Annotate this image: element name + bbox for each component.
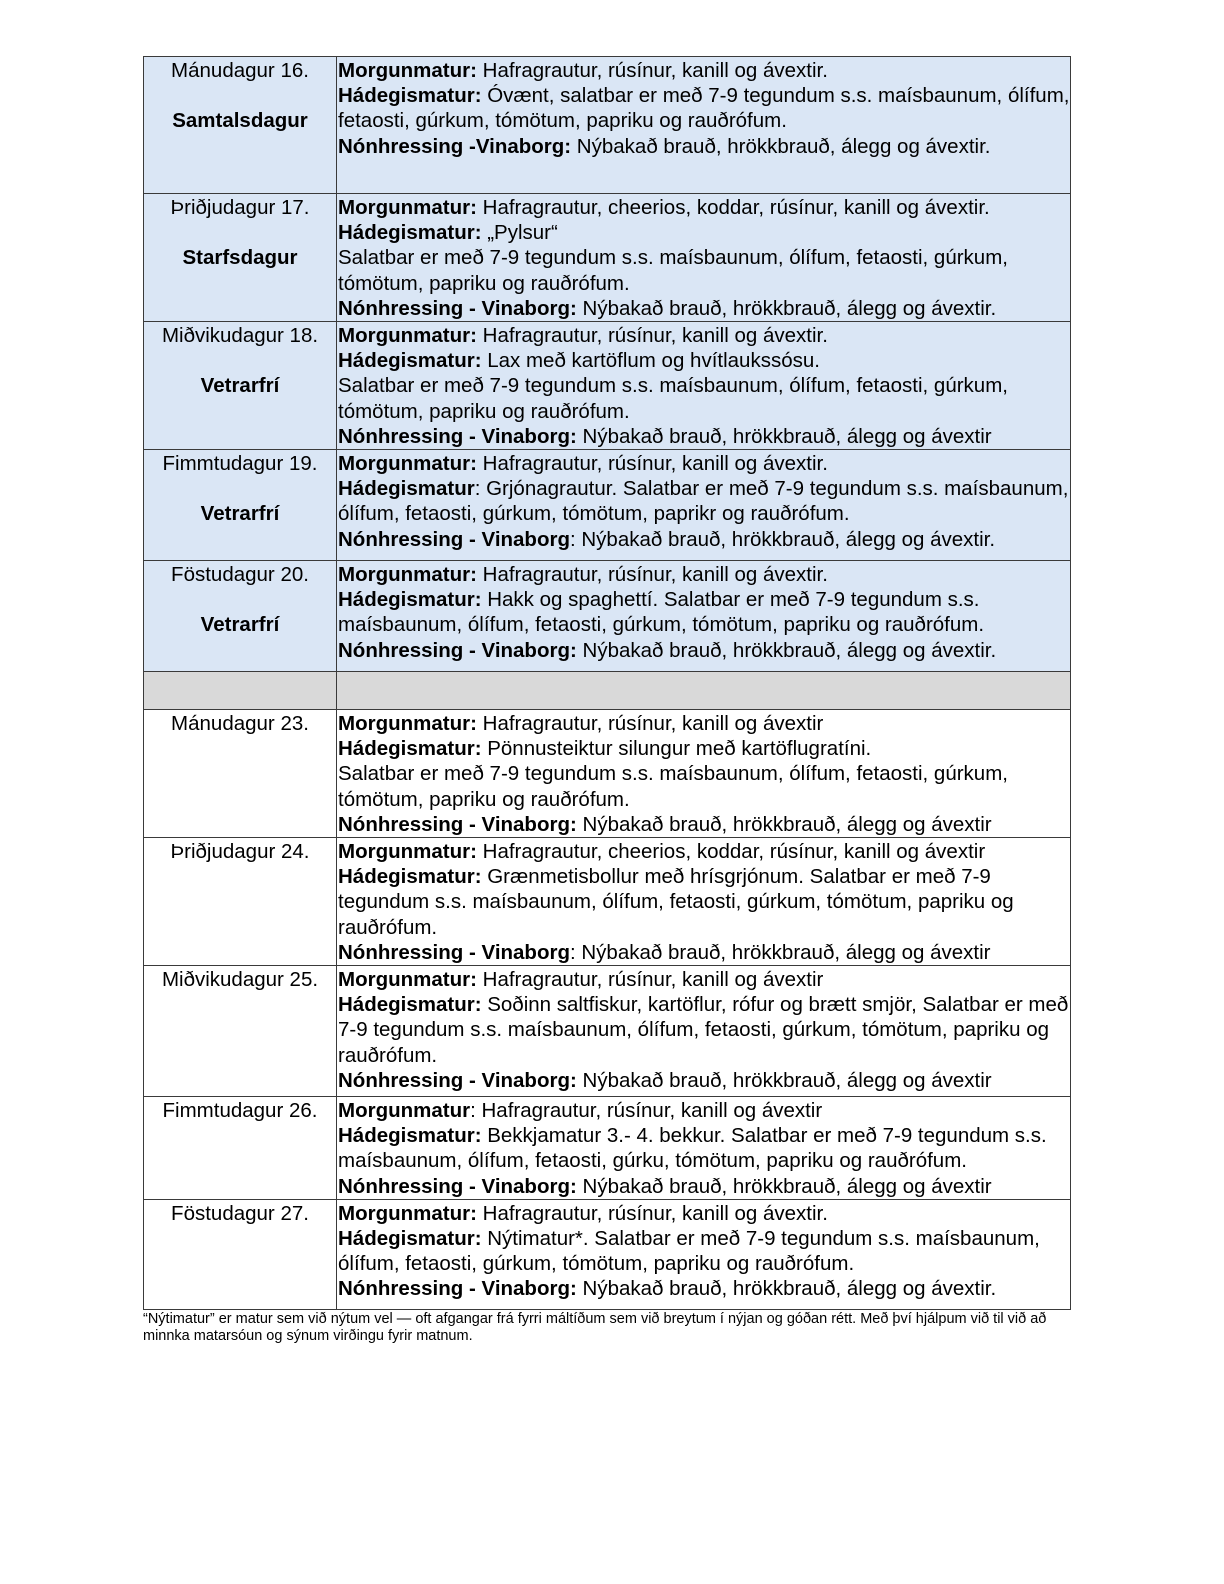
- meal-label: Morgunmatur:: [338, 196, 477, 219]
- meals-cell: [337, 672, 1071, 710]
- day-name: Miðvikudagur 18.: [161, 324, 319, 348]
- meal-label: Morgunmatur:: [338, 563, 477, 587]
- meal-line: [338, 940, 1070, 965]
- meal-text: Nýtimatur*. Salatbar er með 7-9 tegundum s.s. maísbaunum, ólífum, fetaosti, gúrkum, tómötum, papriku og rauðrófum.: [338, 1227, 1040, 1276]
- meal-text: Nýbakað brauð, hrökkbrauð, álegg og ávextir: [576, 1068, 992, 1092]
- menu-row: [144, 322, 1071, 450]
- menu-row: [144, 561, 1071, 672]
- meal-text: Hafragrautur, rúsínur, kanill og ávextir.: [476, 59, 828, 82]
- meal-text: Hafragrautur, rúsínur, kanill og ávextir.: [476, 563, 828, 587]
- meal-text: Nýbakað brauð, hrökkbrauð, álegg og ávextir.: [576, 296, 997, 320]
- menu-row: [144, 450, 1071, 561]
- meal-text: Hafragrautur, rúsínur, kanill og ávextir.: [476, 452, 828, 476]
- menu-row: [144, 672, 1071, 710]
- meal-line: [338, 296, 1070, 321]
- meal-text: Lax með kartöflum og hvítlaukssósu.: [481, 349, 820, 373]
- day-name: Mánudagur 16.: [171, 59, 309, 82]
- meal-label: Nónhressing - Vinaborg:: [338, 638, 577, 662]
- meal-line: [338, 864, 1070, 940]
- meal-text: Hafragrautur, cheerios, koddar, rúsínur, kanill og ávextir.: [476, 196, 990, 219]
- day-name: Fimmtudagur 26.: [162, 1099, 318, 1123]
- day-cell: [144, 194, 337, 322]
- meals-cell: [337, 710, 1071, 838]
- day-cell: [144, 838, 337, 966]
- meal-label: Morgunmatur:: [338, 59, 477, 82]
- menu-table-body: [144, 57, 1071, 1310]
- meal-line: [338, 992, 1070, 1068]
- day-cell: [144, 966, 337, 1097]
- day-note: Vetrarfrí: [200, 502, 280, 526]
- menu-row: [144, 1199, 1071, 1309]
- day-cell: [144, 450, 337, 561]
- meal-text: Bekkjamatur 3.- 4. bekkur. Salatbar er með 7-9 tegundum s.s. maísbaunum, ólífum, fetaosti, gúrku, tómötum, papriku og rauðrófum.: [338, 1124, 1047, 1173]
- meal-label: Morgunmatur:: [338, 840, 477, 864]
- meal-label: Hádegismatur:: [338, 84, 482, 108]
- meal-line: [338, 587, 1070, 637]
- meals-cell: [337, 966, 1071, 1097]
- meal-line: [338, 1068, 1070, 1093]
- meal-label: Nónhressing - Vinaborg:: [338, 1277, 577, 1301]
- meal-line: [338, 1174, 1070, 1199]
- meals-cell: [337, 838, 1071, 966]
- menu-row: [144, 1097, 1071, 1200]
- day-cell: [144, 710, 337, 838]
- meal-line: [338, 562, 1070, 587]
- meal-text: : Grjónagrautur. Salatbar er með 7-9 tegundum s.s. maísbaunum, ólífum, fetaosti, gúrkum, tómötum, paprikr og rauðrófum.: [338, 477, 1069, 526]
- meal-line: [338, 761, 1070, 811]
- meal-line: [338, 1098, 1070, 1123]
- day-cell: [144, 672, 337, 710]
- meal-line: [338, 451, 1070, 476]
- meal-line: [338, 736, 1070, 761]
- meal-text: : Hafragrautur, rúsínur, kanill og ávextir: [470, 1099, 823, 1123]
- meals-cell: [337, 322, 1071, 450]
- meal-label: Hádegismatur:: [338, 1227, 482, 1251]
- meal-label: Morgunmatur:: [338, 712, 477, 736]
- meal-label: Nónhressing - Vinaborg: [338, 940, 570, 964]
- meal-label: Nónhressing - Vinaborg:: [338, 1068, 577, 1092]
- meal-line: [338, 373, 1070, 423]
- meal-line: [338, 424, 1070, 449]
- day-name: Þriðjudagur 24.: [170, 840, 310, 864]
- meal-label: Morgunmatur:: [338, 452, 477, 476]
- weekly-menu-table: [143, 56, 1071, 1310]
- meal-line: [338, 967, 1070, 992]
- meal-line: [338, 839, 1070, 864]
- meal-line: [338, 711, 1070, 736]
- meal-label: Hádegismatur:: [338, 865, 482, 889]
- meal-line: [338, 1276, 1070, 1301]
- meal-line: [338, 638, 1070, 663]
- meal-label: Hádegismatur:: [338, 1124, 482, 1148]
- meal-text: Salatbar er með 7-9 tegundum s.s. maísbaunum, ólífum, fetaosti, gúrkum, tómötum, papriku og rauðrófum.: [338, 762, 1008, 811]
- meal-label: Hádegismatur:: [338, 349, 482, 373]
- day-cell: [144, 561, 337, 672]
- meal-text: Nýbakað brauð, hrökkbrauð, álegg og ávextir: [576, 812, 992, 836]
- meal-text: Grænmetisbollur með hrísgrjónum. Salatbar er með 7-9 tegundum s.s. maísbaunum, ólífum, fetaosti, gúrkum, tómötum, papriku og rauðrófum.: [338, 865, 1014, 939]
- meal-label: Morgunmatur:: [338, 1201, 477, 1225]
- meals-cell: [337, 57, 1071, 194]
- day-name: Miðvikudagur 25.: [161, 968, 319, 992]
- meal-label: Nónhressing - Vinaborg:: [338, 424, 577, 448]
- meal-line: [338, 58, 1070, 83]
- meal-text: Nýbakað brauð, hrökkbrauð, álegg og ávextir: [576, 424, 992, 448]
- meal-text: Hafragrautur, rúsínur, kanill og ávextir.: [476, 324, 828, 348]
- meal-text: Soðinn saltfiskur, kartöflur, rófur og brætt smjör, Salatbar er með 7-9 tegundum s.s. maísbaunum, ólífum, fetaosti, gúrkum, tómötum, papriku og rauðrófum.: [338, 993, 1069, 1067]
- meal-line: [338, 1226, 1070, 1276]
- meal-line: [338, 476, 1070, 526]
- meal-text: Hafragrautur, rúsínur, kanill og ávextir: [476, 712, 824, 736]
- meal-line: [338, 134, 1070, 159]
- day-name: Föstudagur 20.: [171, 563, 309, 587]
- meal-text: : Nýbakað brauð, hrökkbrauð, álegg og ávextir.: [569, 527, 996, 551]
- meal-label: Nónhressing - Vinaborg: [338, 527, 570, 551]
- meal-label: Morgunmatur:: [338, 324, 477, 348]
- meal-label: Hádegismatur:: [338, 993, 482, 1017]
- meal-line: [338, 1123, 1070, 1173]
- day-name: Fimmtudagur 19.: [162, 452, 318, 476]
- meal-line: [338, 83, 1070, 133]
- meal-text: Nýbakað brauð, hrökkbrauð, álegg og ávextir: [576, 1174, 992, 1198]
- meal-text: Pönnusteiktur silungur með kartöflugratíni.: [481, 737, 872, 761]
- meal-line: [338, 245, 1070, 295]
- day-note: Vetrarfrí: [200, 374, 280, 398]
- meal-label: Hádegismatur: [338, 477, 475, 501]
- meal-line: [338, 812, 1070, 837]
- meal-line: [338, 348, 1070, 373]
- meal-line: [338, 195, 1070, 220]
- day-name: Föstudagur 27.: [171, 1201, 309, 1225]
- meals-cell: [337, 1097, 1071, 1200]
- meal-text: „Pylsur“: [481, 221, 558, 245]
- meal-label: Hádegismatur:: [338, 588, 482, 612]
- day-cell: [144, 1097, 337, 1200]
- meals-cell: [337, 194, 1071, 322]
- day-cell: [144, 322, 337, 450]
- meal-label: Hádegismatur:: [338, 737, 482, 761]
- meal-label: Morgunmatur: [338, 1099, 471, 1123]
- day-note: Vetrarfrí: [200, 613, 280, 637]
- meal-line: [338, 527, 1070, 552]
- menu-page: [143, 56, 1071, 1345]
- day-note: Starfsdagur: [182, 246, 298, 270]
- menu-row: [144, 966, 1071, 1097]
- footnote: “Nýtimatur” er matur sem við nýtum vel — oft afgangar frá fyrri máltíðum sem við breytum í nýjan og góðan rétt. Með því hjálpum við til við að minnka matarsóun og sýnum virðingu fyrir matnum.: [143, 1310, 1047, 1344]
- meal-text: Hafragrautur, cheerios, koddar, rúsínur, kanill og ávextir: [476, 840, 986, 864]
- meal-label: Morgunmatur:: [338, 968, 477, 992]
- meal-line: [338, 220, 1070, 245]
- meals-cell: [337, 1199, 1071, 1309]
- meals-cell: [337, 561, 1071, 672]
- meals-cell: [337, 450, 1071, 561]
- day-cell: [144, 57, 337, 194]
- meal-label: Nónhressing - Vinaborg:: [338, 812, 577, 836]
- meal-text: Nýbakað brauð, hrökkbrauð, álegg og ávextir.: [576, 638, 997, 662]
- meal-line: [338, 1201, 1070, 1226]
- meal-text: Nýbakað brauð, hrökkbrauð, álegg og ávextir.: [576, 1277, 997, 1301]
- meal-text: Nýbakað brauð, hrökkbrauð, álegg og ávextir.: [571, 134, 991, 158]
- meal-label: Nónhressing -Vinaborg:: [338, 134, 572, 158]
- day-note: Samtalsdagur: [172, 109, 308, 133]
- meal-label: Hádegismatur:: [338, 221, 482, 245]
- meal-text: Hafragrautur, rúsínur, kanill og ávextir: [476, 968, 824, 992]
- menu-row: [144, 838, 1071, 966]
- menu-row: [144, 57, 1071, 194]
- meal-text: Hafragrautur, rúsínur, kanill og ávextir.: [476, 1201, 828, 1225]
- menu-row: [144, 710, 1071, 838]
- meal-line: [338, 323, 1070, 348]
- meal-label: Nónhressing - Vinaborg:: [338, 296, 577, 320]
- meal-label: Nónhressing - Vinaborg:: [338, 1174, 577, 1198]
- day-name: Þriðjudagur 17.: [170, 196, 310, 219]
- menu-row: [144, 194, 1071, 322]
- day-name: Mánudagur 23.: [171, 712, 309, 736]
- meal-text: Hakk og spaghettí. Salatbar er með 7-9 tegundum s.s. maísbaunum, ólífum, fetaosti, gúrkum, tómötum, papriku og rauðrófum.: [338, 588, 985, 637]
- meal-text: Salatbar er með 7-9 tegundum s.s. maísbaunum, ólífum, fetaosti, gúrkum, tómötum, papriku og rauðrófum.: [338, 374, 1008, 423]
- meal-text: : Nýbakað brauð, hrökkbrauð, álegg og ávextir: [569, 940, 991, 964]
- day-cell: [144, 1199, 337, 1309]
- meal-text: Óvænt, salatbar er með 7-9 tegundum s.s. maísbaunum, ólífum, fetaosti, gúrkum, tómötum, papriku og rauðrófum.: [338, 84, 1070, 133]
- meal-text: Salatbar er með 7-9 tegundum s.s. maísbaunum, ólífum, fetaosti, gúrkum, tómötum, papriku og rauðrófum.: [338, 246, 1008, 295]
